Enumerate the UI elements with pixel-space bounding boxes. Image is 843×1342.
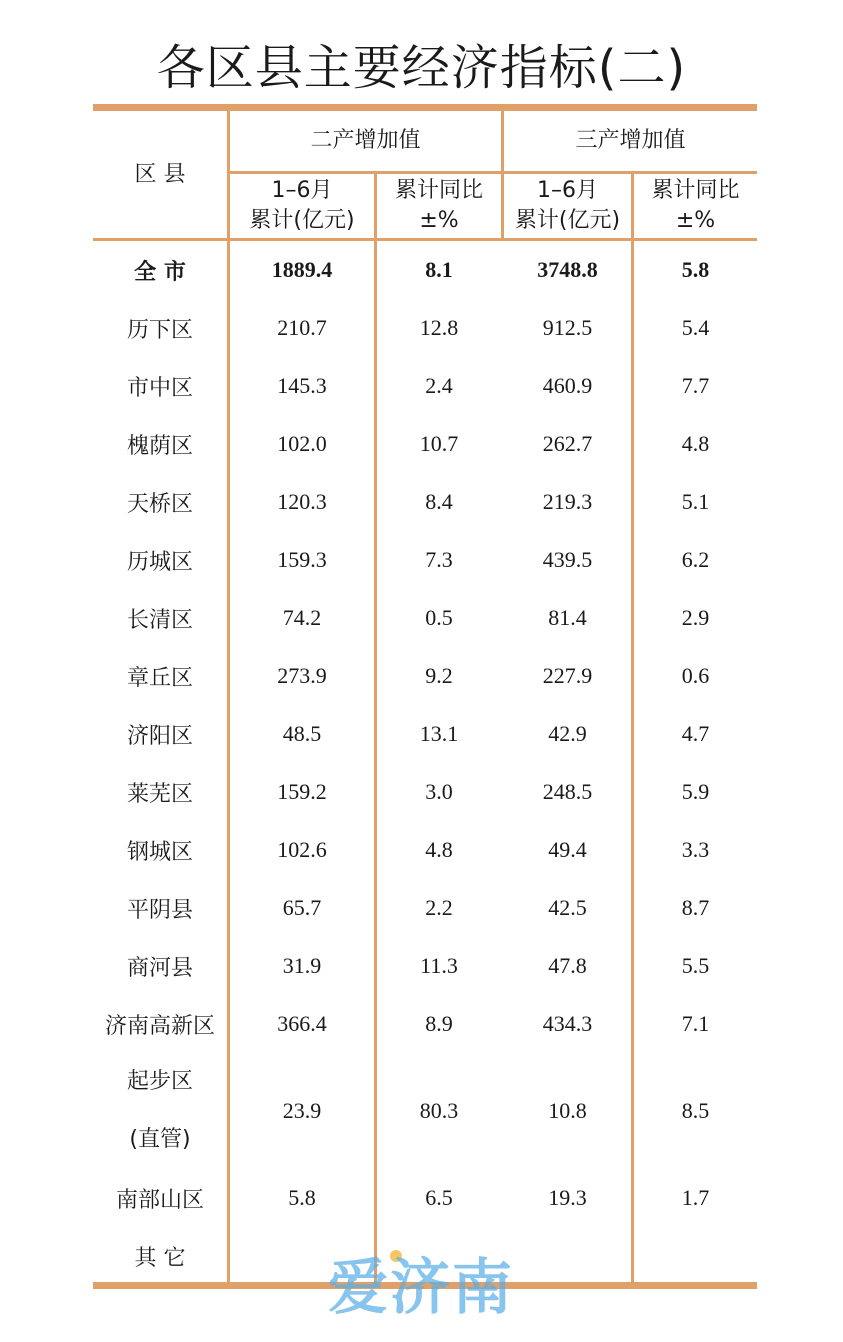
tertiary-yoy-cell: 1.7: [681, 1185, 710, 1210]
district-name: [93, 357, 227, 415]
district-name: [93, 763, 227, 821]
tertiary-cumulative-cell: 49.4: [548, 837, 587, 862]
secondary-cumulative-header: [230, 174, 374, 238]
tertiary-cumulative-cell: 81.4: [548, 605, 587, 630]
district-name-text: 长清区: [126, 607, 193, 633]
tertiary-industry-header: 三产增加值: [575, 128, 686, 153]
tertiary-yoy-cell: 7.7: [681, 373, 710, 398]
header-text: 1–6月: [271, 178, 333, 203]
tertiary-yoy-cell: 2.9: [681, 605, 710, 630]
district-name: [93, 415, 227, 473]
secondary-yoy-cell: 9.2: [425, 663, 453, 688]
district-name: [93, 705, 227, 763]
page-title: 各区县主要经济指标(二): [156, 40, 687, 96]
secondary-cumulative-cell: 366.4: [277, 1011, 327, 1036]
secondary-yoy-cell: 8.4: [425, 489, 453, 514]
secondary-cumulative-cell: 120.3: [277, 489, 327, 514]
district-name-text: (直管): [129, 1127, 191, 1152]
secondary-cumulative-cell: 74.2: [282, 605, 322, 630]
district-name: [93, 299, 227, 357]
secondary-yoy-cell: 13.1: [419, 721, 459, 746]
secondary-yoy-cell: 8.9: [425, 1011, 453, 1036]
tertiary-yoy-cell: 8.7: [681, 895, 710, 920]
tertiary-cumulative-cell: 47.8: [548, 953, 587, 978]
district-name-text: 商河县: [126, 955, 193, 981]
tertiary-yoy-cell: 4.8: [681, 431, 710, 456]
district-name-text: 天桥区: [126, 491, 193, 517]
tertiary-yoy-cell: 5.1: [681, 489, 710, 514]
tertiary-cumulative-cell: 248.5: [542, 779, 593, 804]
secondary-yoy-cell: 6.5: [425, 1185, 453, 1210]
watermark-logo: 爱济南: [328, 1253, 514, 1323]
secondary-yoy-header: [377, 174, 501, 238]
district-name-text: 莱芜区: [126, 781, 193, 807]
tertiary-cumulative-cell: 19.3: [548, 1185, 587, 1210]
secondary-yoy-cell: 0.5: [425, 605, 453, 630]
secondary-yoy-cell: 10.7: [419, 431, 459, 456]
secondary-cumulative-cell: 31.9: [282, 953, 322, 978]
secondary-cumulative-cell: 210.7: [277, 315, 327, 340]
tertiary-yoy-cell: [634, 1227, 757, 1285]
district-name-text: 平阴县: [126, 897, 193, 923]
tertiary-yoy-cell: 4.7: [681, 721, 710, 746]
secondary-yoy-cell: 80.3: [419, 1098, 459, 1123]
secondary-cumulative-cell: 102.0: [277, 431, 327, 456]
tertiary-yoy-cell: 5.9: [681, 779, 710, 804]
secondary-yoy-cell: 7.3: [425, 547, 453, 572]
secondary-cumulative-cell: 273.9: [277, 663, 327, 688]
tertiary-yoy-cell: 3.3: [681, 837, 710, 862]
district-name: [93, 647, 227, 705]
district-name: [93, 995, 227, 1053]
district-name: [93, 473, 227, 531]
district-name: [93, 1227, 227, 1285]
header-text: ±%: [419, 208, 459, 233]
district-name-text: 历下区: [126, 317, 193, 343]
header-text: ±%: [675, 208, 716, 233]
district-name: [93, 589, 227, 647]
tertiary-cumulative-cell: 434.3: [542, 1011, 593, 1036]
tertiary-cumulative-cell: 227.9: [542, 663, 593, 688]
secondary-cumulative-cell: 48.5: [282, 721, 322, 746]
tertiary-yoy-cell: 0.6: [681, 663, 710, 688]
tertiary-cumulative-cell: 10.8: [548, 1098, 587, 1123]
district-name-text: 章丘区: [126, 665, 193, 691]
header-text: 累计(亿元): [249, 208, 355, 233]
district-name-text: 南部山区: [115, 1187, 204, 1213]
district-name: [93, 1053, 227, 1169]
tertiary-cumulative-cell: 219.3: [542, 489, 593, 514]
secondary-yoy-cell: 8.1: [425, 257, 453, 282]
district-header: 区 县: [134, 161, 186, 187]
district-name-text: 济阳区: [126, 723, 193, 749]
tertiary-cumulative-cell: 912.5: [542, 315, 593, 340]
secondary-cumulative-cell: 5.8: [288, 1185, 316, 1210]
secondary-yoy-cell: 2.4: [425, 373, 453, 398]
tertiary-cumulative-cell: [504, 1227, 631, 1285]
secondary-cumulative-cell: 159.3: [277, 547, 327, 572]
district-name: [93, 937, 227, 995]
district-name-text: 其 它: [134, 1245, 186, 1271]
secondary-cumulative-cell: 23.9: [282, 1098, 322, 1123]
tertiary-yoy-cell: 5.8: [681, 257, 710, 282]
header-text: 累计同比: [651, 178, 740, 203]
secondary-cumulative-cell: 1889.4: [271, 257, 333, 282]
top-rule: [93, 104, 757, 111]
tertiary-cumulative-cell: 439.5: [542, 547, 593, 572]
tertiary-cumulative-cell: 262.7: [542, 431, 593, 456]
secondary-cumulative-cell: 145.3: [277, 373, 327, 398]
secondary-cumulative-cell: 159.2: [277, 779, 327, 804]
district-name-text: 钢城区: [126, 839, 193, 865]
tertiary-cumulative-header: [504, 174, 631, 238]
tertiary-yoy-cell: 5.5: [681, 953, 710, 978]
secondary-cumulative-cell: 102.6: [277, 837, 327, 862]
secondary-yoy-cell: 2.2: [425, 895, 453, 920]
district-name-text: 全 市: [134, 259, 186, 285]
district-name-text: 起步区: [126, 1069, 193, 1094]
header-text: 1–6月: [537, 178, 598, 203]
district-name-text: 市中区: [126, 375, 193, 401]
secondary-yoy-cell: 4.8: [425, 837, 453, 862]
tertiary-yoy-cell: 6.2: [681, 547, 710, 572]
district-name: [93, 821, 227, 879]
district-name-text: 历城区: [126, 549, 193, 575]
district-name: [93, 879, 227, 937]
secondary-yoy-cell: 12.8: [419, 315, 459, 340]
secondary-yoy-cell: 3.0: [425, 779, 453, 804]
district-name-text: 槐荫区: [126, 433, 193, 459]
district-name: [93, 1169, 227, 1227]
tertiary-yoy-cell: 7.1: [681, 1011, 710, 1036]
tertiary-cumulative-cell: 460.9: [542, 373, 593, 398]
tertiary-yoy-header: [634, 174, 757, 238]
district-name: [93, 531, 227, 589]
tertiary-yoy-cell: 8.5: [681, 1098, 710, 1123]
district-name-text: 济南高新区: [104, 1013, 215, 1039]
district-name: [93, 241, 227, 299]
tertiary-yoy-cell: 5.4: [681, 315, 710, 340]
secondary-cumulative-cell: 65.7: [282, 895, 322, 920]
secondary-industry-header: 二产增加值: [310, 128, 421, 153]
tertiary-cumulative-cell: 42.5: [548, 895, 587, 920]
header-text: 累计(亿元): [514, 208, 621, 233]
secondary-yoy-cell: 11.3: [420, 953, 458, 978]
tertiary-cumulative-cell: 3748.8: [537, 257, 598, 282]
header-text: 累计同比: [394, 178, 483, 203]
tertiary-cumulative-cell: 42.9: [548, 721, 587, 746]
